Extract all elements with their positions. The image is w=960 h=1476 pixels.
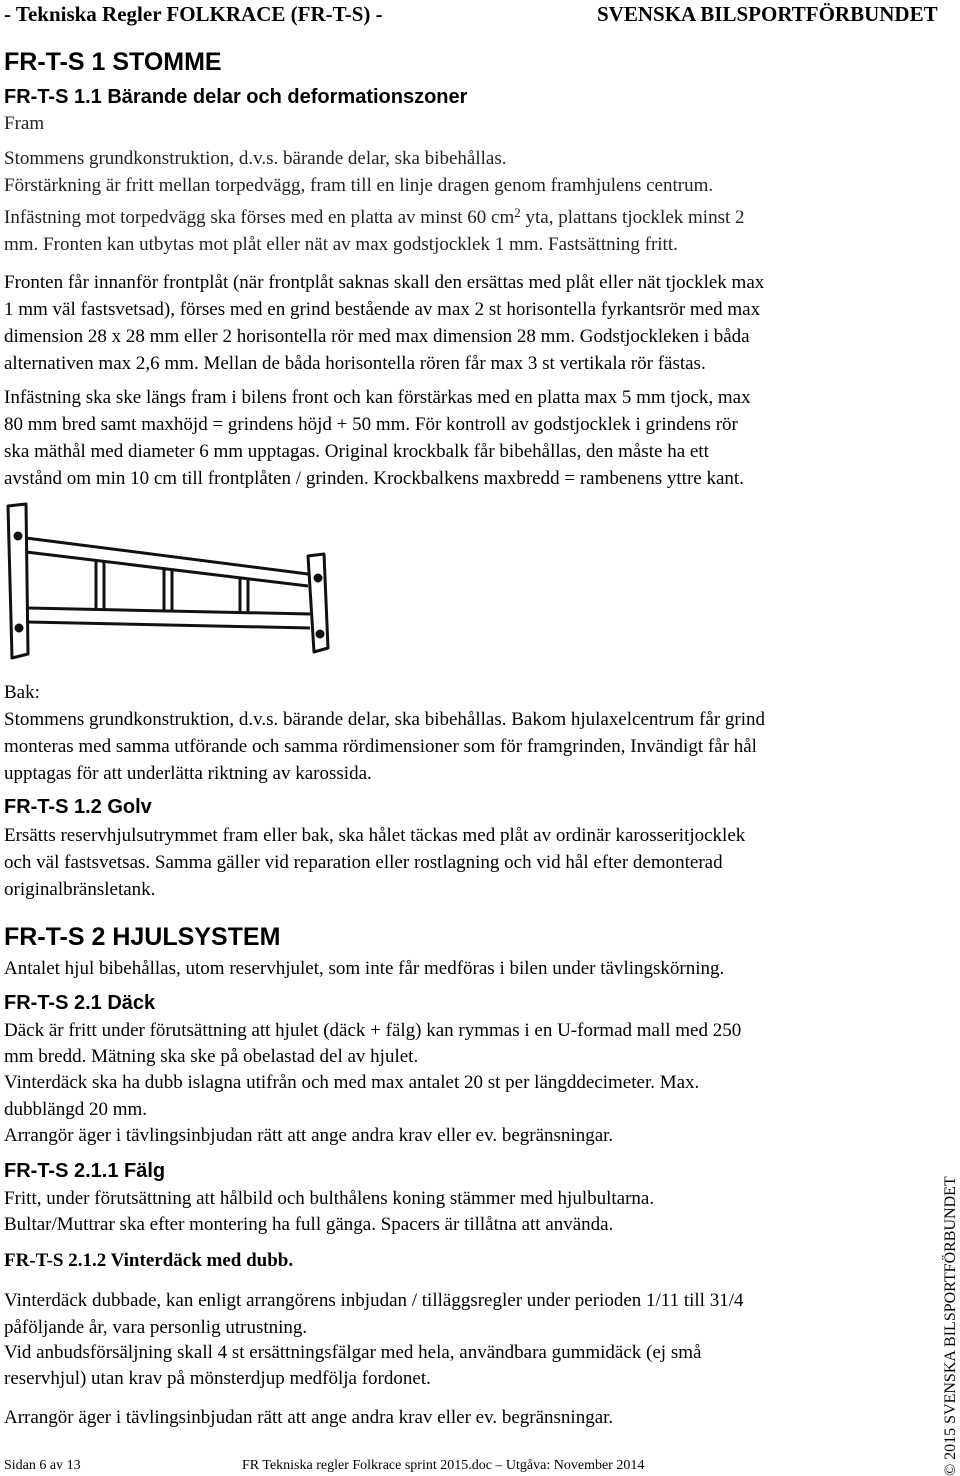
footer-page-number: Sidan 6 av 13 <box>4 1458 81 1473</box>
bak-line: Stommens grundkonstruktion, d.v.s. bärande delar, ska bibehållas. Bakom hjulaxelcentrum får grind <box>4 709 766 730</box>
subsection-title-dack: FR-T-S 2.1 Däck <box>4 992 156 1014</box>
paragraph-line: Infästning ska ske längs fram i bilens front och kan förstärkas med en platta max 5 mm tjock, max <box>4 387 751 408</box>
side-copyright: © 2015 SVENSKA BILSPORTFÖRBUNDET <box>942 1176 959 1476</box>
infastning-text-end: yta, plattans tjocklek minst 2 <box>520 207 745 228</box>
paragraph-line: 1 mm väl fastsvetsad), förses med en grind bestående av max 2 st horisontella fyrkantsrör med max <box>4 299 761 320</box>
falg-line: Fritt, under förutsättning att hålbild och bulthålens koning stämmer med hjulbultarna. <box>4 1188 655 1209</box>
dack-line: Vinterdäck ska ha dubb islagna utifrån och med max antalet 20 st per längddecimeter. Max. <box>4 1072 700 1093</box>
vinterdack-line: Vid anbudsförsäljning skall 4 st ersättningsfälgar med hela, användbara gummidäck (ej små <box>4 1342 702 1363</box>
dack-line: Däck är fritt under förutsättning att hjulet (däck + fälg) kan rymmas i en U-formad mall med 250 <box>4 1020 742 1041</box>
dack-line: Arrangör äger i tävlingsinbjudan rätt att ange andra krav eller ev. begränsningar. <box>4 1125 614 1146</box>
vinterdack-line: reservhjul) utan krav på mönsterdjup medfölja fordonet. <box>4 1368 431 1389</box>
falg-line: Bultar/Muttrar ska efter montering ha full gänga. Spacers är tillåtna att använda. <box>4 1214 614 1235</box>
golv-line: Ersätts reservhjulsutrymmet fram eller bak, ska hålet täckas med plåt av ordinär karosseritjocklek <box>4 825 746 846</box>
footer-document-info: FR Tekniska regler Folkrace sprint 2015.doc – Utgåva: November 2014 <box>242 1458 645 1473</box>
dack-line: mm bredd. Mätning ska ske på obelastad del av hjulet. <box>4 1046 419 1067</box>
subsection-title-vinterdack: FR-T-S 2.1.2 Vinterdäck med dubb. <box>4 1250 294 1271</box>
label-fram: Fram <box>4 113 45 134</box>
paragraph-line: dimension 28 x 28 mm eller 2 horisontella rör med max dimension 28 mm. Godstjockleken i båda <box>4 326 750 347</box>
paragraph-line: Fronten får innanför frontplåt (när frontplåt saknas skall den ersättas med plåt eller nät tjocklek max <box>4 272 765 293</box>
bak-line: monteras med samma utförande och samma rördimensioner som för framgrinden, Invändigt får hål <box>4 736 757 757</box>
vinterdack-line: påföljande år, vara personlig utrustning. <box>4 1317 308 1338</box>
header-title-right: SVENSKA BILSPORTFÖRBUNDET <box>597 2 938 26</box>
subsection-title-barande: FR-T-S 1.1 Bärande delar och deformationszoner <box>4 86 468 108</box>
infastning-line <box>4 204 745 232</box>
bak-line: upptagas för att underlätta riktning av karossida. <box>4 763 372 784</box>
golv-line: och väl fastsvetsas. Samma gäller vid reparation eller rostlagning och vid hål efter demonterad <box>4 852 723 873</box>
fram-line: Förstärkning är fritt mellan torpedvägg, fram till en linje dragen genom framhjulens centrum. <box>4 175 714 196</box>
paragraph-line: 80 mm bred samt maxhöjd = grindens höjd + 50 mm. För kontroll av godstjocklek i grindens rör <box>4 414 738 435</box>
section-title-stomme: FR-T-S 1 STOMME <box>4 48 222 76</box>
infastning-line-2: mm. Fronten kan utbytas mot plåt eller nät av max godstjocklek 1 mm. Fastsättning fritt. <box>4 234 678 255</box>
subsection-title-falg: FR-T-S 2.1.1 Fälg <box>4 1160 166 1182</box>
paragraph-line: avstånd om min 10 cm till frontplåten / grinden. Krockbalkens maxbredd = rambenens yttre kant. <box>4 468 744 489</box>
paragraph-line: alternativen max 2,6 mm. Mellan de båda horisontella rören får max 3 st vertikala rör fästas. <box>4 353 706 374</box>
dack-line: dubblängd 20 mm. <box>4 1099 148 1120</box>
front-grille-illustration <box>0 496 340 666</box>
subsection-title-golv: FR-T-S 1.2 Golv <box>4 796 152 818</box>
section-title-hjulsystem: FR-T-S 2 HJULSYSTEM <box>4 923 281 951</box>
header-title-left: - Tekniska Regler FOLKRACE (FR-T-S) - <box>4 2 383 26</box>
hjulsystem-intro: Antalet hjul bibehållas, utom reservhjulet, som inte får medföras i bilen under tävlingskörning. <box>4 958 725 979</box>
paragraph-line: ska mäthål med diameter 6 mm upptagas. Original krockbalk får bibehållas, den måste ha ett <box>4 441 709 462</box>
vinterdack-last-line: Arrangör äger i tävlingsinbjudan rätt att ange andra krav eller ev. begränsningar. <box>4 1407 614 1428</box>
infastning-text: Infästning mot torpedvägg ska förses med en platta av minst 60 cm <box>4 207 515 228</box>
fram-line: Stommens grundkonstruktion, d.v.s. bärande delar, ska bibehållas. <box>4 148 507 169</box>
label-bak: Bak: <box>4 682 40 703</box>
superscript: 2 <box>514 205 521 220</box>
golv-line: originalbränsletank. <box>4 879 156 900</box>
vinterdack-line: Vinterdäck dubbade, kan enligt arrangörens inbjudan / tilläggsregler under perioden 1/11 till 31/4 <box>4 1290 744 1311</box>
